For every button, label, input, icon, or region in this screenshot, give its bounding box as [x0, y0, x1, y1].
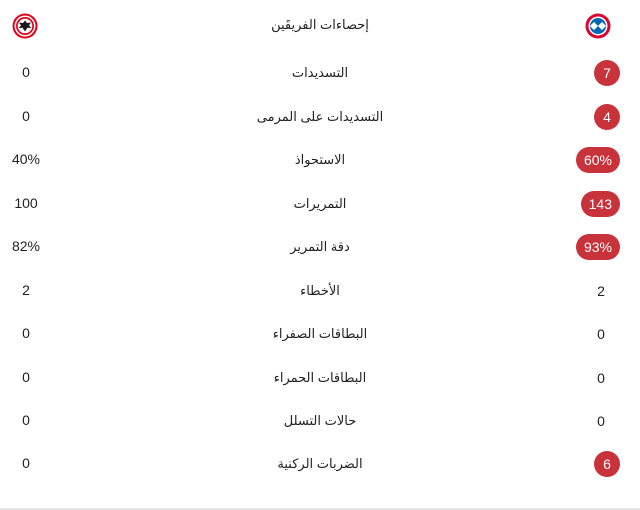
stat-label: البطاقات الحمراء [273, 370, 367, 385]
away-value: 0 [22, 325, 30, 341]
stat-row-shots [0, 52, 640, 96]
stat-row-fouls [0, 270, 640, 314]
home-value: 143 [581, 191, 620, 217]
stat-label: دقة التمرير [290, 239, 350, 254]
bayern-munich-logo [585, 13, 611, 39]
home-value: 4 [594, 104, 620, 130]
stat-row-yellow-cards [0, 313, 640, 357]
away-value: 0 [22, 369, 30, 385]
stat-label: التسديدات [291, 65, 349, 80]
stat-row-shots-on-target [0, 96, 640, 140]
home-value: 60% [576, 147, 620, 173]
stat-row-pass-accuracy [0, 226, 640, 270]
home-value: 0 [597, 326, 605, 342]
away-value: 100 [14, 195, 38, 211]
away-value: 82% [11, 238, 41, 254]
home-value: 93% [576, 234, 620, 260]
stats-title: إحصاءات الفريقَين [271, 17, 369, 32]
stat-label: التسديدات على المرمى [256, 109, 384, 124]
stat-row-possession [0, 139, 640, 183]
stat-row-red-cards [0, 357, 640, 401]
home-value: 0 [597, 413, 605, 429]
away-value: 2 [22, 282, 30, 298]
away-value: 0 [22, 412, 30, 428]
away-value: 0 [22, 64, 30, 80]
stat-label: حالات التسلل [283, 413, 357, 428]
home-value: 0 [597, 370, 605, 386]
stats-header [0, 0, 640, 52]
stat-label: الضربات الركنية [277, 456, 363, 471]
away-value: 0 [22, 108, 30, 124]
stat-label: الاستحواذ [294, 152, 346, 167]
home-value: 6 [594, 451, 620, 477]
stat-label: التمريرات [293, 196, 347, 211]
away-value: 40% [11, 151, 41, 167]
home-value: 7 [594, 60, 620, 86]
stat-row-passes [0, 183, 640, 227]
away-value: 0 [22, 455, 30, 471]
stat-row-corners [0, 443, 640, 487]
stat-label: البطاقات الصفراء [272, 326, 368, 341]
stat-row-offsides [0, 400, 640, 444]
stat-label: الأخطاء [300, 283, 340, 298]
home-value: 2 [597, 283, 605, 299]
